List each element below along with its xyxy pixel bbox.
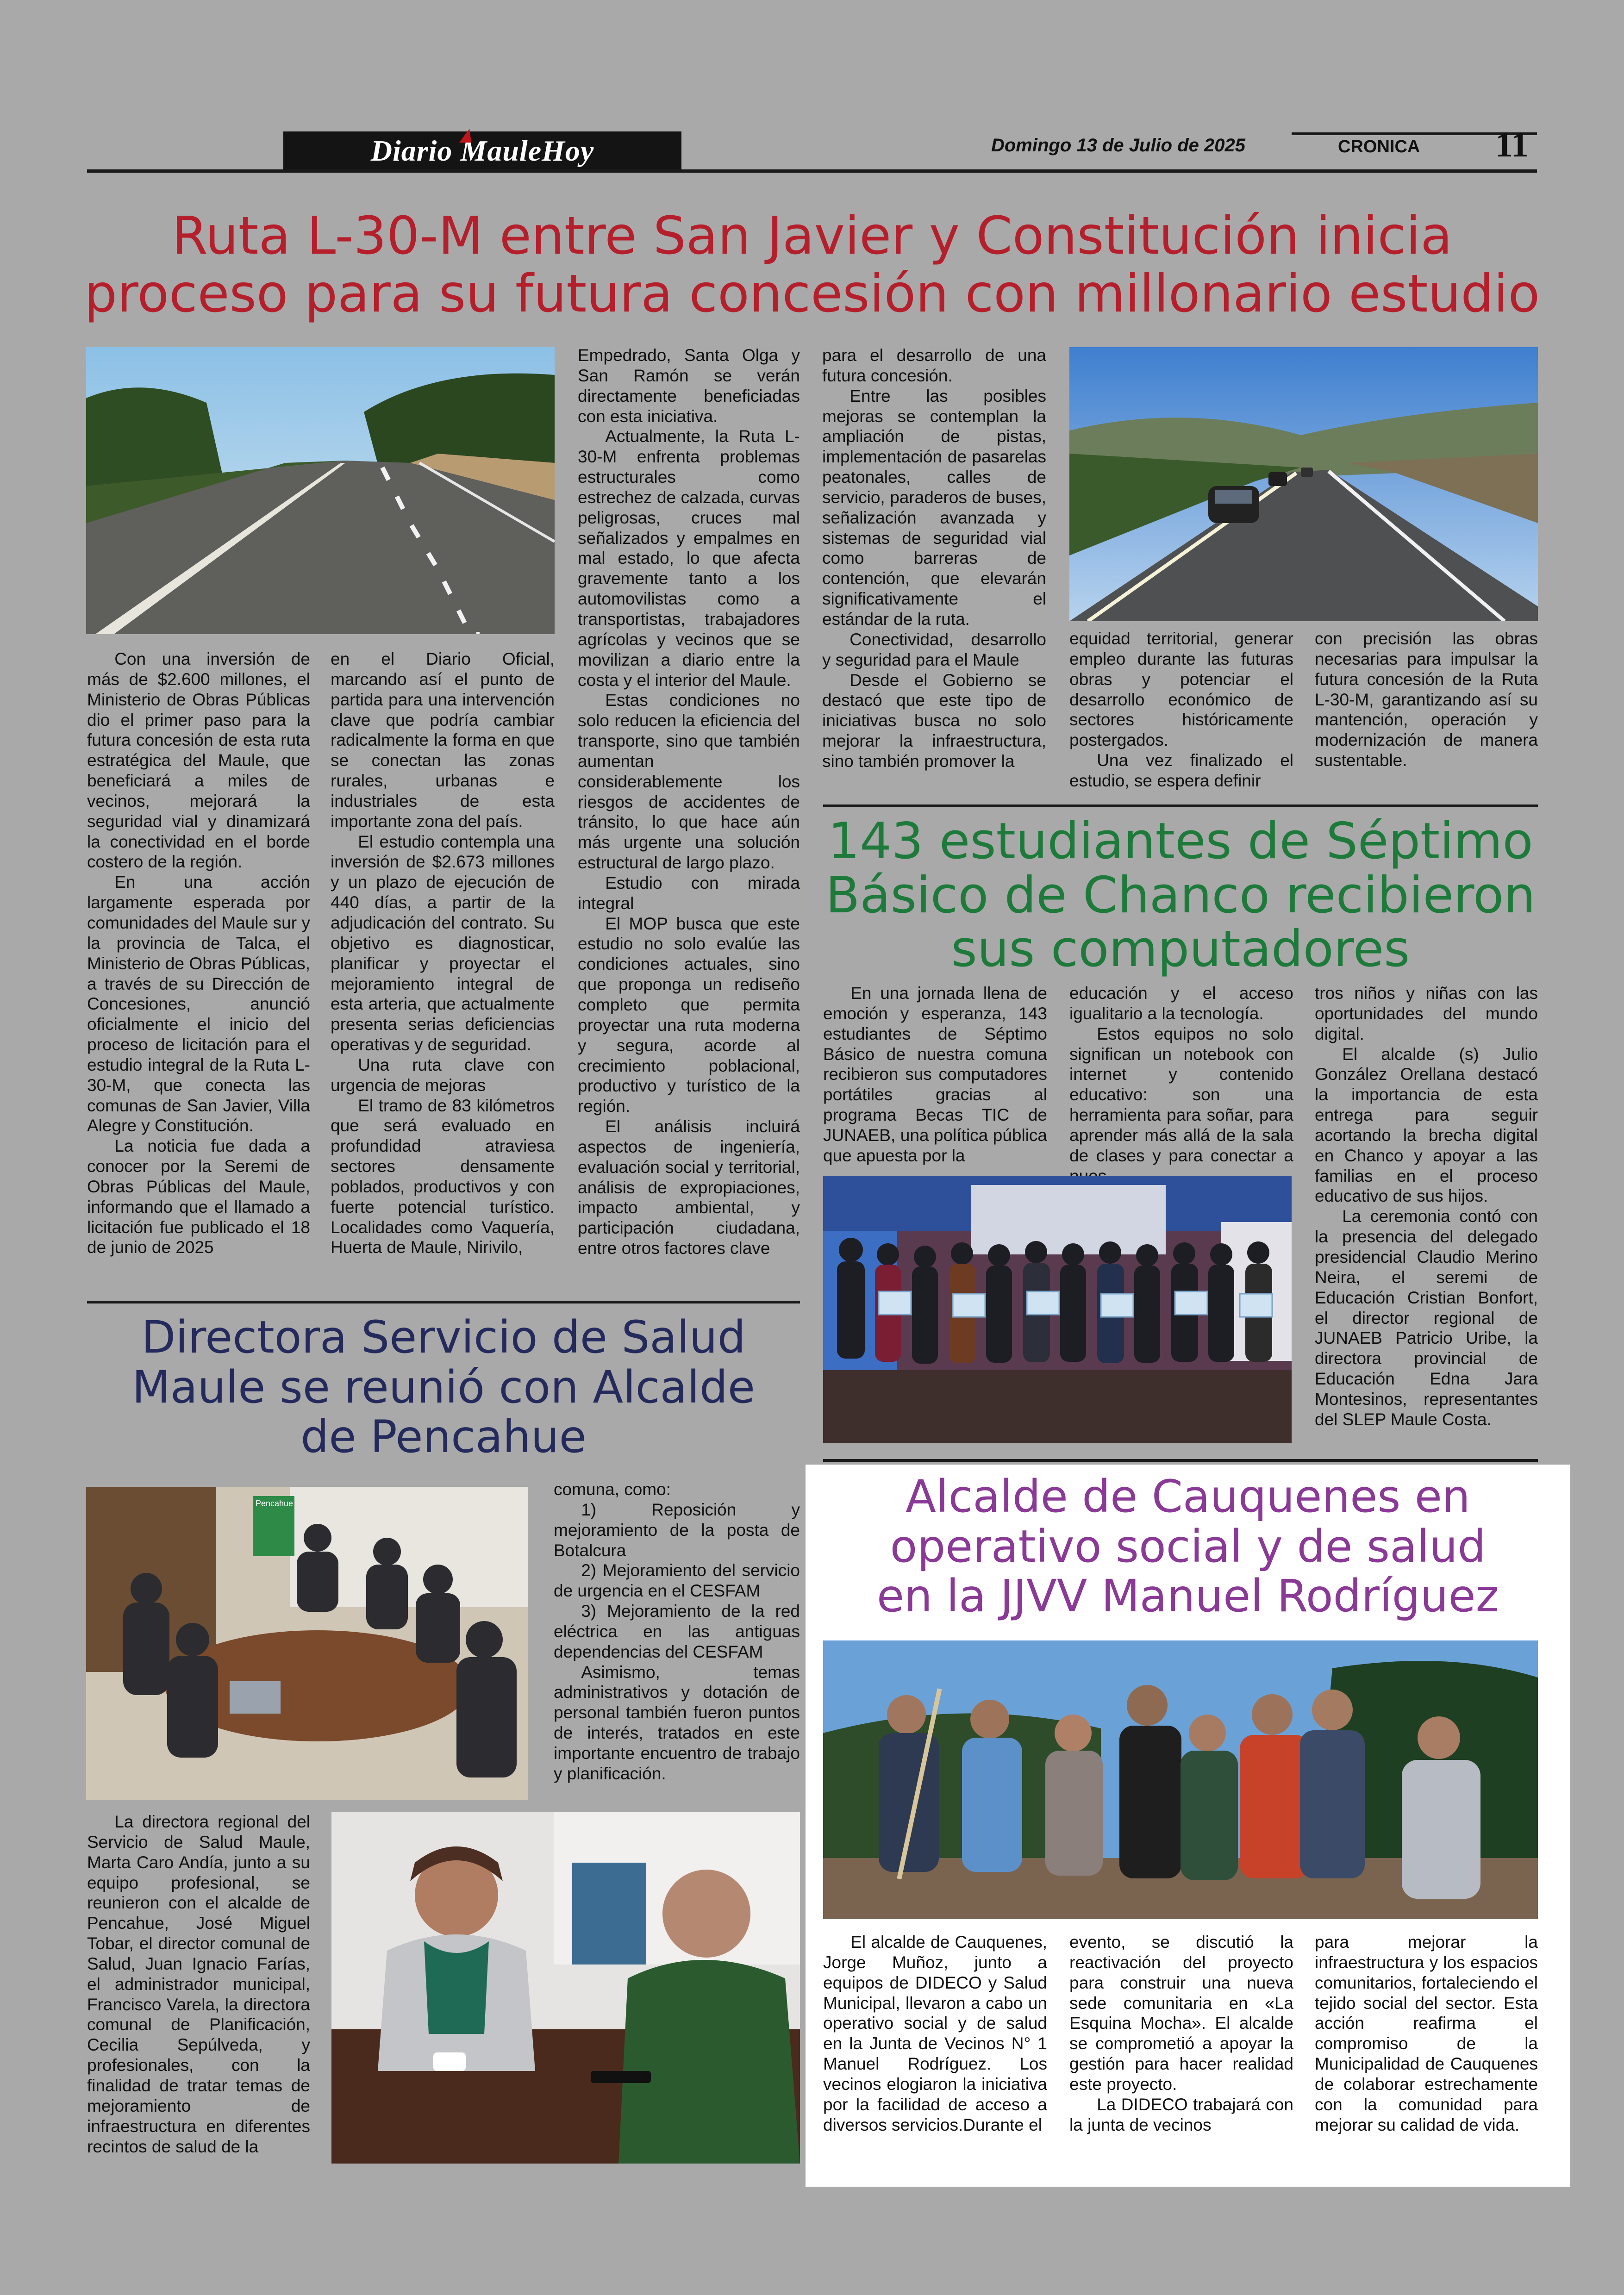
article2-col2-para: educación y el acceso igualitario a la tecnología. [1069, 984, 1293, 1023]
article1-col5-para: equidad territorial, generar empleo durante las futuras obras y potenciar el desarrollo económico de sectores históricamente postergados. [1069, 629, 1293, 750]
article1-col2-para: en el Diario Oficial, marcando así el punto de partida para una intervención clave que podría cambiar radicalmente la forma en que se conectan las zonas rurales, urbanas e industriales de esta importante zona del país. [331, 649, 555, 831]
article1-column-6 [1315, 629, 1538, 771]
article2-col3-para: La ceremonia contó con la presencia del delegado presidencial Claudio Merino Neira, el seremi de Educación Cristian Bonfort, el director regional de JUNAEB Patricio Uribe, la directora provincial de Educación Edna Jara Montesinos, representantes del SLEP Maule Costa. [1315, 1207, 1538, 1429]
article2-headline-line1: 143 estudiantes de Séptimo [828, 812, 1533, 870]
article2-headline-line3: sus computadores [951, 920, 1410, 979]
article3-headline-line1: Directora Servicio de Salud [141, 1311, 746, 1363]
header-rule [87, 169, 1537, 173]
article4-col2-para: La DIDECO trabajará con la junta de vecinos [1069, 2095, 1293, 2134]
divider-rule [823, 804, 1538, 807]
article4-headline-line3: en la JJVV Manuel Rodríguez [877, 1570, 1499, 1622]
article1-column-2 [331, 649, 555, 1258]
article1-column-3 [578, 345, 800, 1259]
article2-column-1 [823, 983, 1047, 1166]
article3-column-right [554, 1479, 800, 1784]
article1-headline [69, 207, 1555, 324]
divider-rule [823, 1459, 1538, 1462]
road-photo-left-image [86, 347, 555, 634]
road-photo-right-image [1069, 347, 1538, 621]
article4-column-1 [823, 1932, 1047, 2135]
photo-sign: Pencahue [256, 1499, 294, 1508]
article1-subhead: Estudio con mirada integral [578, 873, 800, 913]
article1-col4-para: Desde el Gobierno se destacó que este tipo de iniciativas busca no solo mejorar la infraestructura, sino también promover la [822, 670, 1046, 771]
article4-headline-line2: operativo social y de salud [890, 1520, 1486, 1572]
article3-left-para: La directora regional del Servicio de Salud Maule, Marta Caro Andía, junto a su equipo profesional, se reunieron con el alcalde de Pencahue, José Miguel Tobar, el director comunal de Salud, Juan Ignacio Farías, el administrador municipal, Francisco Varela, la directora comunal de Planificación, Cecilia Sepúlveda, y profesionales, con la finalidad de tratar temas de mejoramiento de infraestructura en diferentes recintos de salud de la [87, 1812, 310, 2156]
article1-col1-para: Con una inversión de más de $2.600 millones, el Ministerio de Obras Públicas dio el primer paso para la futura concesión de esta ruta estratégica del Maule, que beneficiará a miles de vecinos, mejorará la seguridad vial y dinamizará la conectividad en el borde costero de la región. [87, 649, 310, 872]
article3-officials-photo [331, 1812, 800, 2164]
article1-column-4 [822, 345, 1046, 772]
students-photo-image [823, 1176, 1292, 1443]
article2-column-3 [1315, 983, 1538, 1430]
article1-col4-para: para el desarrollo de una futura concesión. [822, 346, 1046, 385]
article2-col3-para: El alcalde (s) Julio González Orellana destacó la importancia de esta entrega para seguir acortando la brecha digital en Chanco y apoyar a las familias en el proceso educativo de sus hijos. [1315, 1044, 1538, 1206]
article2-col2-para: Estos equipos no solo significan un notebook con internet y contenido educativo: son una herramienta para soñar, para aprender más allá de la sala de clases y para conectar a [1069, 1024, 1293, 1165]
article3-headline-line2: Maule se reunió con Alcalde [132, 1361, 755, 1413]
logo-accent [459, 129, 471, 143]
article1-headline-line1: Ruta L-30-M entre San Javier y Constitución inicia [172, 206, 1452, 266]
masthead-logo [283, 131, 681, 170]
article3-headline [87, 1313, 800, 1462]
masthead-text: Diario MauleHoy [370, 134, 594, 167]
article1-subhead: Una ruta clave con urgencia de mejoras [331, 1055, 555, 1095]
article1-column-1 [87, 649, 310, 1258]
article4-headline [806, 1472, 1570, 1621]
article1-col2-para: El estudio contempla una inversión de $2.673 millones y un plazo de ejecución de 440 días, a partir de la adjudicación del contrato. Su objetivo es diagnosticar, planificar y proyectar el mejoramiento integral de esta arteria, que actualmente presenta serias deficiencias operativas y de seguridad. [331, 832, 555, 1054]
article4-column-2 [1069, 1932, 1293, 2135]
article4-column-3 [1315, 1932, 1538, 2135]
article1-col3-para: Estas condiciones no solo reducen la eficiencia del transporte, sino que también aumentan considerablemente los riesgos de accidentes de tránsito, lo que hace aún más urgente una solución estructural de largo plazo. [578, 691, 800, 873]
article3-right-para: comuna, como: [554, 1480, 671, 1499]
article3-right-para: 3) Mejoramiento de la red eléctrica en las antiguas dependencias del CESFAM [554, 1602, 800, 1661]
dateline: Domingo 13 de Julio de 2025 [991, 135, 1245, 156]
page-number: 11 [1495, 125, 1529, 164]
article2-students-photo [823, 1176, 1292, 1443]
article2-col1-para: En una jornada llena de emoción y esperanza, 143 estudiantes de Séptimo Básico de nuestra comuna recibieron sus computadores portátiles gracias al programa Becas TIC de JUNAEB, una política pública que apuesta por la [823, 984, 1047, 1165]
article3-meeting-photo [86, 1487, 528, 1800]
article1-col3-para: El MOP busca que este estudio no solo evalúe las condiciones actuales, sino que proponga un rediseño completo que permita proyectar una ruta moderna y segura, acorde al crecimiento poblacional, productivo y turístico de la región. [578, 914, 800, 1116]
article3-right-para: 2) Mejoramiento del servicio de urgencia en el CESFAM [554, 1561, 800, 1601]
article4-group-photo [823, 1640, 1538, 1919]
article1-col1-para: En una acción largamente esperada por comunidades del Maule sur y la provincia de Talca, el Ministerio de Obras Públicas, a través de su Dirección de Concesiones, anunció oficialmente el inicio del proceso de licitación para el estudio integral de la Ruta L-30-M, que conecta las comunas de San Javier, Villa Alegre y Constitución. [87, 873, 310, 1135]
article1-col2-para: El tramo de 83 kilómetros que será evaluado en profundidad atraviesa sectores densamente poblados, productivos y con fuerte potencial turístico. Localidades como Vaquería, Huerta de Maule, Nirivilo, [331, 1096, 555, 1257]
article1-subhead: Conectividad, desarrollo y seguridad para el Maule [822, 630, 1046, 669]
section-label: CRONICA [1338, 137, 1420, 156]
article1-road-photo-right [1069, 347, 1538, 621]
article3-headline-line3: de Pencahue [300, 1411, 587, 1463]
officials-photo-image [331, 1812, 800, 2164]
article1-column-5 [1069, 629, 1293, 791]
article3-right-para: Asimismo, temas administrativos y dotación de personal también fueron puntos de interés, tratados en este importante encuentro de trabajo y planificación. [554, 1662, 800, 1783]
divider-rule [87, 1301, 800, 1303]
article1-col6-para: con precisión las obras necesarias para impulsar la futura concesión de la Ruta L-30-M, garantizando así su mantención, operación y modernización de manera sustentable. [1315, 629, 1538, 770]
article2-headline [819, 812, 1542, 979]
article4-col2-para: evento, se discutió la reactivación del proyecto para construir una nueva sede comunitaria en «La Esquina Mocha». El alcalde se comprometió a apoyar la gestión para hacer realidad este proyecto. [1069, 1933, 1293, 2094]
article1-col3-para: El análisis incluirá aspectos de ingeniería, evaluación social y territorial, análisis de expropiaciones, impacto ambiental, y participación ciudadana, entre otros factores clave [578, 1117, 800, 1258]
article2-column-2 [1069, 983, 1293, 1186]
article1-col3-para: Actualmente, la Ruta L-30-M enfrenta problemas estructurales como estrechez de calzada, curvas peligrosas, cruces mal señalizados y empalmes en mal estado, lo que afecta gravemente tanto a los automovilistas como a transportistas, trabajadores agrícolas y vecinos que se movilizan a diario entre la costa y el interior del Maule. [578, 427, 800, 690]
article2-col3-para: tros niños y niñas con las oportunidades del mundo digital. [1315, 984, 1538, 1043]
article1-road-photo-left [86, 347, 555, 634]
article4-headline-line1: Alcalde de Cauquenes en [906, 1471, 1470, 1522]
article4-col3-para: para mejorar la infraestructura y los espacios comunitarios, fortaleciendo el tejido social del sector. Esta acción reafirma el compromiso de la Municipalidad de Cauquenes de colaborar estrechamente con la comunidad para mejorar su calidad de vida. [1315, 1933, 1538, 2134]
article1-col5-para: Una vez finalizado el estudio, se espera definir [1069, 751, 1293, 790]
article1-col4-para: Entre las posibles mejoras se contemplan la ampliación de pistas, implementación de pasarelas peatonales, calles de servicio, paraderos de buses, señalización avanzada y sistemas de seguridad vial como barreras de contención, que elevarán significativamente el estándar de la ruta. [822, 386, 1046, 629]
article2-headline-line2: Básico de Chanco recibieron [825, 866, 1536, 924]
article1-headline-line2: proceso para su futura concesión con millonario estudio [84, 264, 1540, 324]
article1-col3-para: Empedrado, Santa Olga y San Ramón se verán directamente beneficiadas con esta iniciativa. [578, 346, 800, 426]
article3-column-left [87, 1812, 310, 2157]
article3-right-para: 1) Reposición y mejoramiento de la posta de Botalcura [554, 1500, 800, 1560]
article1-col1-para: La noticia fue dada a conocer por la Seremi de Obras Públicas del Maule, informando que el llamado a licitación fue publicado el 18 de junio de 2025 [87, 1136, 310, 1257]
meeting-photo-image [86, 1487, 528, 1800]
group-photo-image [823, 1640, 1538, 1919]
article4-col1-para: El alcalde de Cauquenes, Jorge Muñoz, junto a equipos de DIDECO y Salud Municipal, llevaron a cabo un operativo social y de salud en la Junta de Vecinos N° 1 Manuel Rodríguez. Los vecinos elogiaron la iniciativa por la facilidad de acceso a diversos servicios.Durante el [823, 1933, 1047, 2134]
